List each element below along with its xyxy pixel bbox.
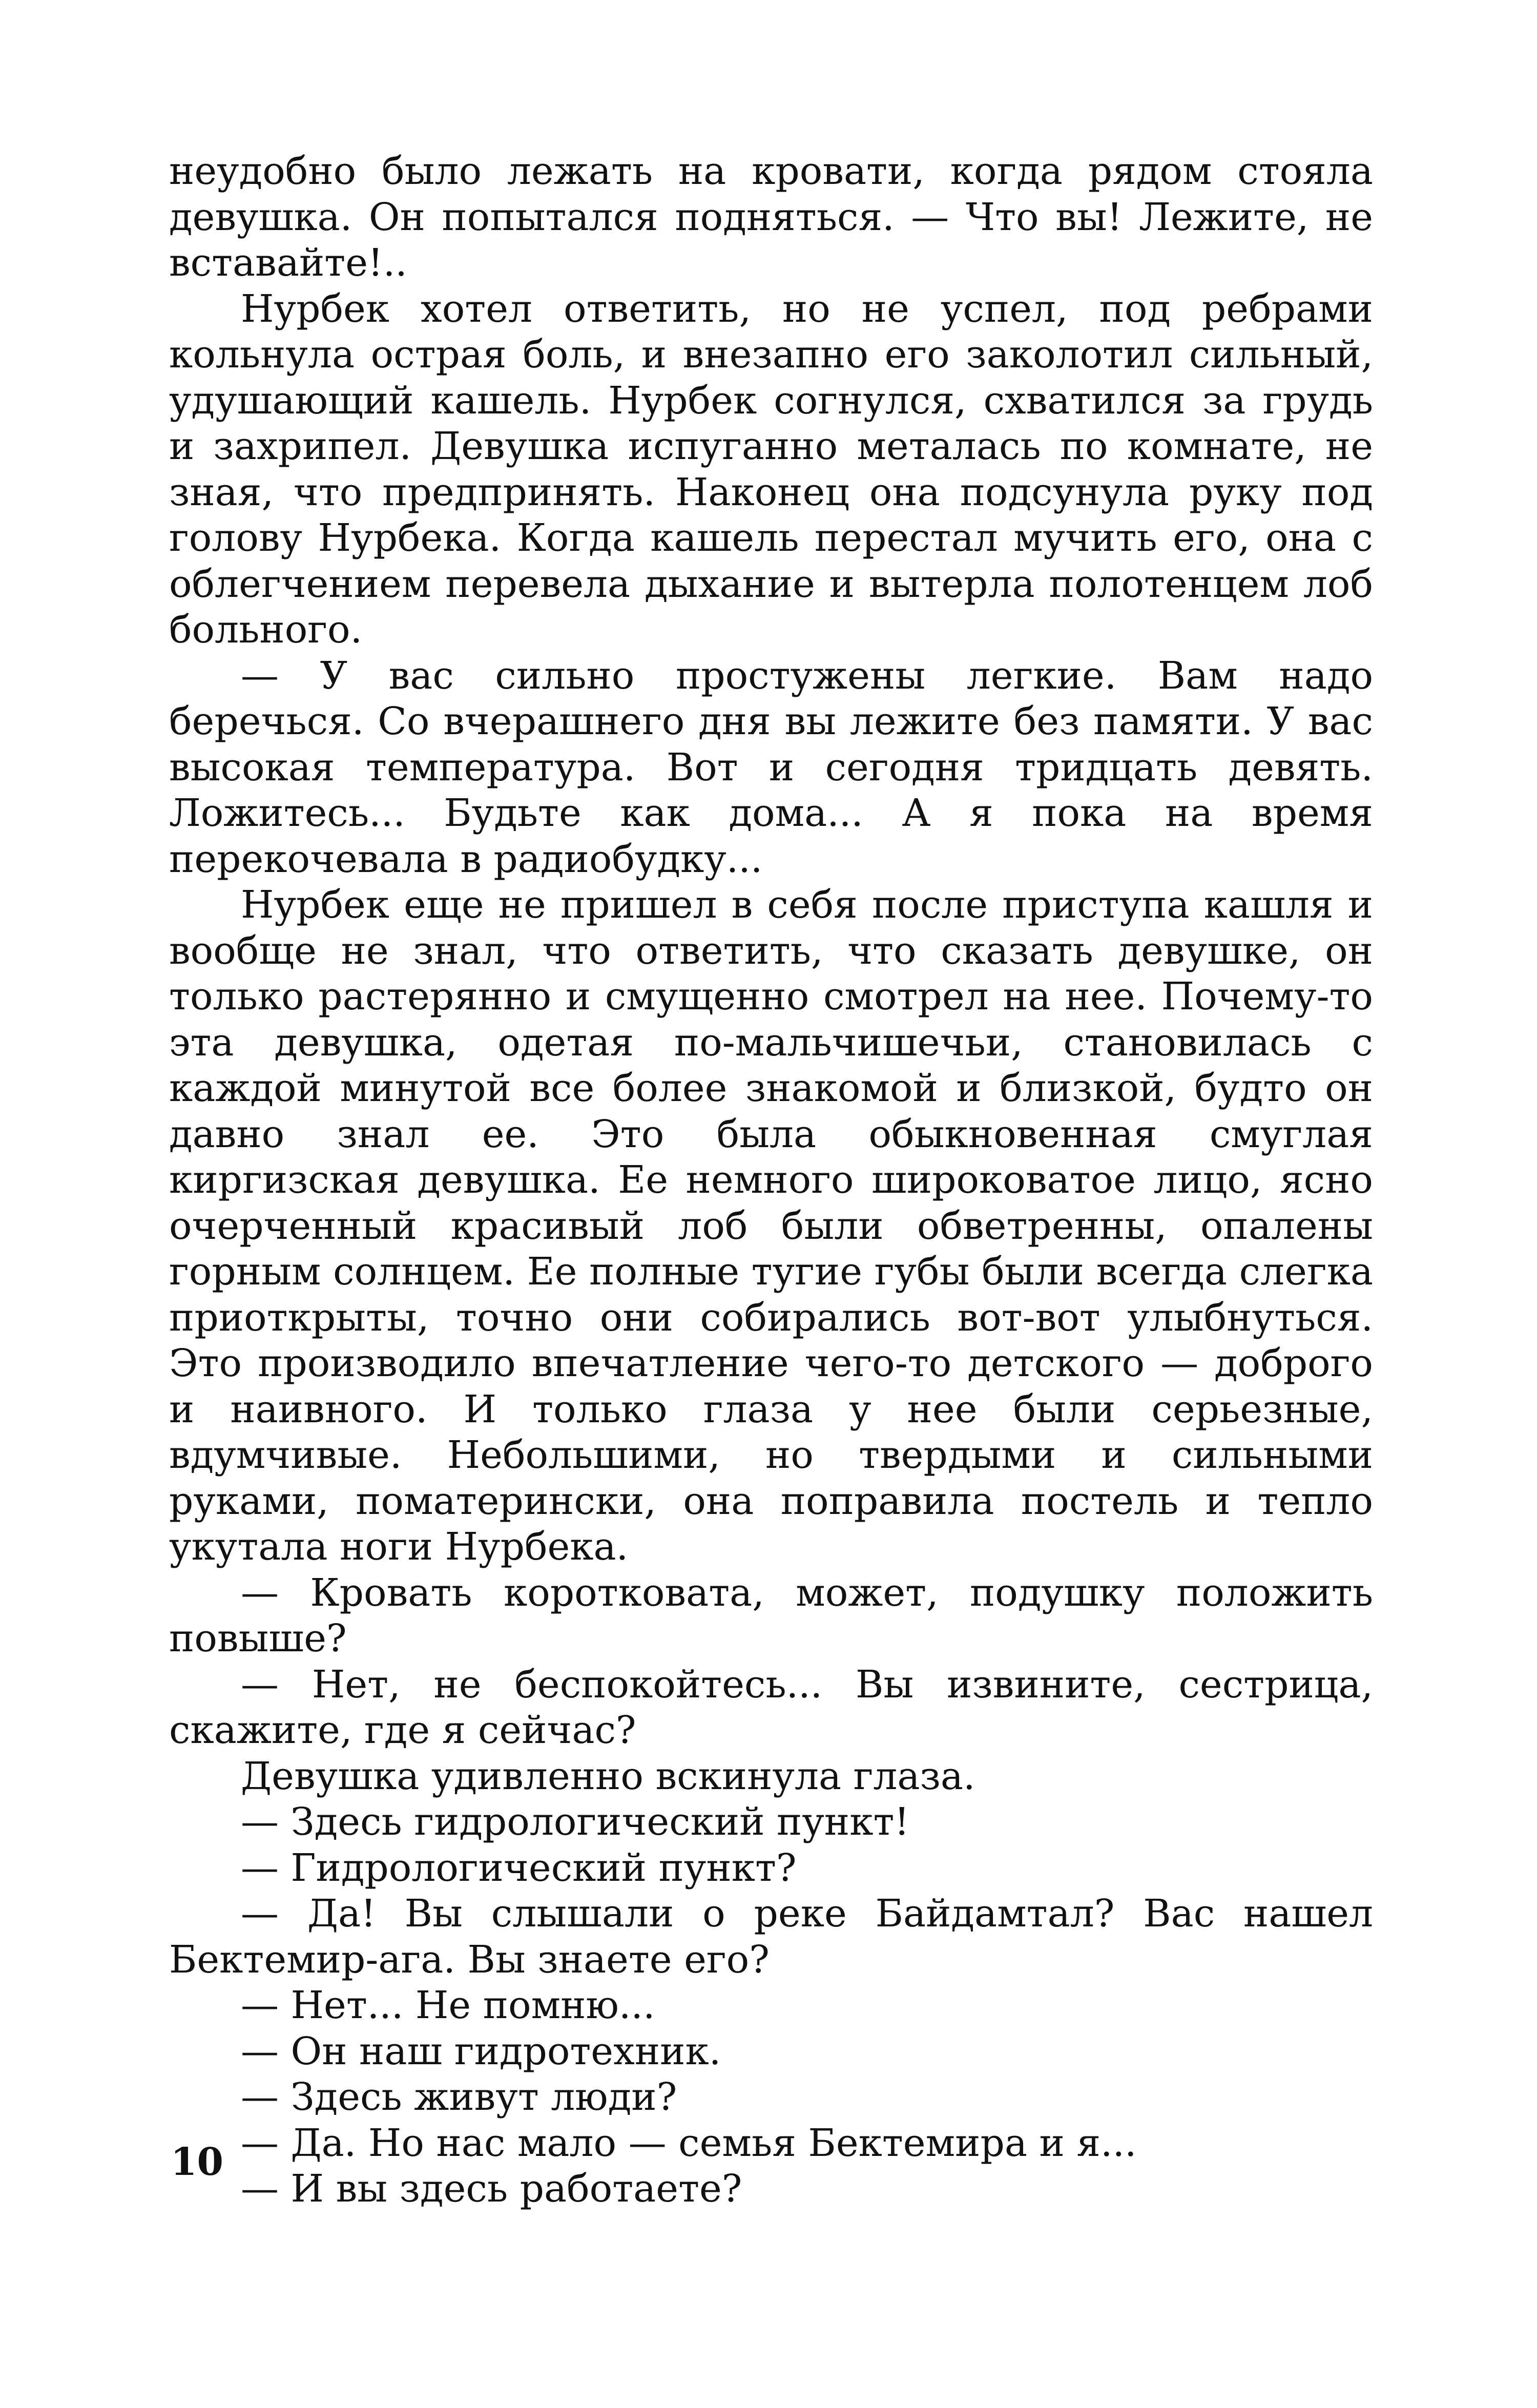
paragraph-5: — Кровать коротковата, может, подушку положить повыше? [169, 1570, 1373, 1660]
paragraph-15: — И вы здесь работаете? [241, 2167, 742, 2211]
paragraph-12: — Он наш гидротехник. [241, 2029, 721, 2073]
paragraph-7: Девушка удивленно вскинула глаза. [241, 1754, 975, 1798]
paragraph-6: — Нет, не беспокойтесь... Вы извините, сестрица, скажите, где я сейчас? [169, 1662, 1373, 1752]
paragraph-8: — Здесь гидрологический пункт! [241, 1800, 910, 1844]
paragraph-1: неудобно было лежать на кровати, когда рядом стояла девушка. Он попытался подняться. — Что вы! Лежите, не вставайте!.. [169, 149, 1373, 285]
paragraph-4: Нурбек еще не пришел в себя после приступа кашля и вообще не знал, что ответить, что сказать девушке, он только растерянно и смущенно смотрел на нее. Почему-то эта девушка, одетая по-мальчишечьи, становилась с каждой минутой все более знакомой и близкой, будто он давно знал ее. Это была обыкновенная смуглая киргизская девушка. Ее немного широковатое лицо, ясно очерченный красивый лоб были обветренны, опалены горным солнцем. Ее полные тугие губы были всегда слегка приоткрыты, точно они собирались вот-вот улыбнуться. Это производило впечатление чего-то детского — доброго и наивного. И только глаза у нее были серьезные, вдумчивые. Небольшими, но твердыми и сильными руками, поматерински, она поправила постель и тепло укутала ноги Нурбека. [169, 883, 1373, 1569]
paragraph-13: — Здесь живут люди? [241, 2075, 677, 2119]
body-text [169, 149, 1373, 2212]
paragraph-14: — Да. Но нас мало — семья Бектемира и я... [241, 2121, 1137, 2165]
paragraph-10: — Да! Вы слышали о реке Байдамтал? Вас нашел Бектемир-ага. Вы знаете его? [169, 1892, 1373, 1982]
page-number: 10 [171, 2140, 223, 2184]
paragraph-9: — Гидрологический пункт? [241, 1845, 797, 1890]
paragraph-2: Нурбек хотел ответить, но не успел, под ребрами кольнула острая боль, и внезапно его заколотил сильный, удушающий кашель. Нурбек согнулся, схватился за грудь и захрипел. Девушка испуганно металась по комнате, не зная, что предпринять. Наконец она подсунула руку под голову Нурбека. Когда кашель перестал мучить его, она с облегчением перевела дыхание и вытерла полотенцем лоб больного. [169, 286, 1373, 652]
paragraph-3: — У вас сильно простужены легкие. Вам надо беречься. Со вчерашнего дня вы лежите без памяти. У вас высокая температура. Вот и сегодня тридцать девять. Ложитесь... Будьте как дома... А я пока на время перекочевала в радиобудку... [169, 653, 1373, 881]
paragraph-11: — Нет... Не помню... [241, 1983, 655, 2027]
